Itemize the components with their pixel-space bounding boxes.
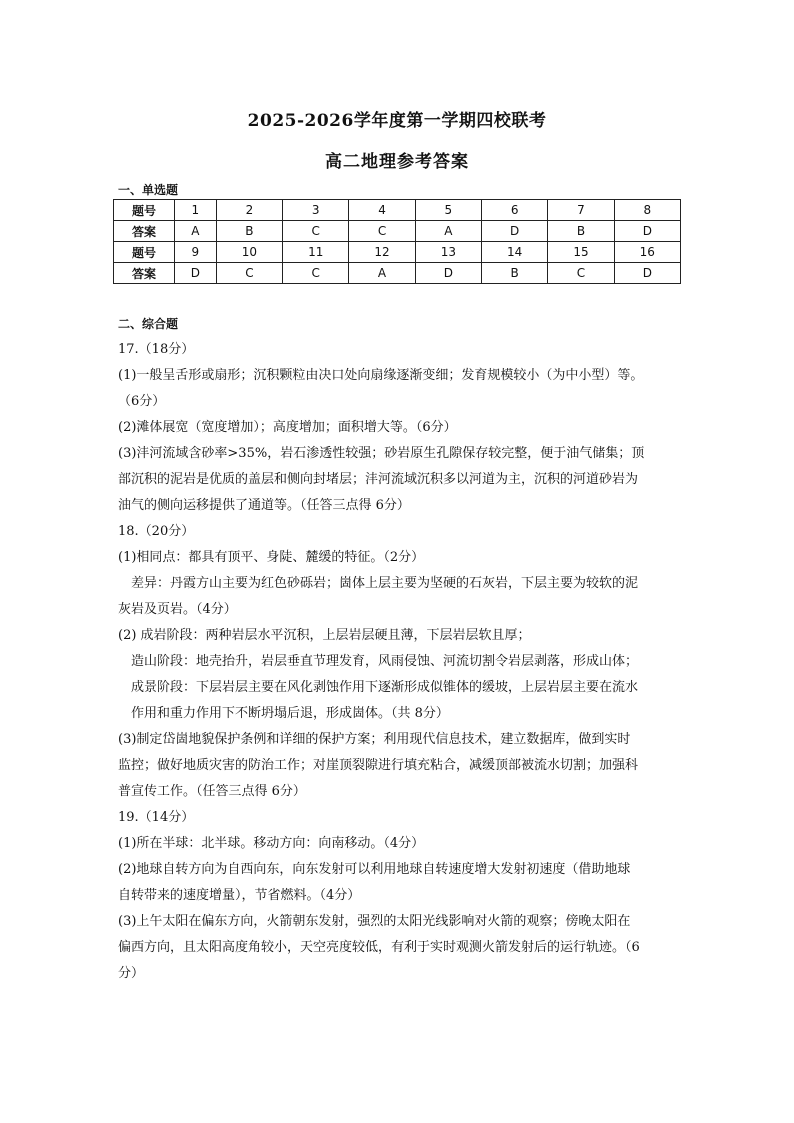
table-cell: 1 [175, 200, 217, 221]
table-cell: 3 [283, 200, 349, 221]
table-cell: A [349, 263, 415, 284]
table-cell: 16 [614, 242, 680, 263]
page-title: 2025-2026学年度第一学期四校联考 [247, 111, 547, 131]
q18-answer-3-cont: 普宣传工作。（任答三点得 6分） [118, 784, 306, 799]
table-cell: 7 [548, 200, 614, 221]
table-row-label: 题号 [114, 242, 175, 263]
table-cell: D [482, 221, 548, 242]
q17-answer-1-cont: （6分） [118, 394, 166, 409]
table-cell: 9 [175, 242, 217, 263]
q19-answer-1: (1)所在半球：北半球。移动方向：向南移动。（4分） [118, 836, 425, 851]
table-cell: A [415, 221, 481, 242]
table-cell: C [349, 221, 415, 242]
q17-answer-3-cont: 油气的侧向运移提供了通道等。（任答三点得 6分） [118, 498, 410, 513]
section-heading-comprehensive: 二、综合题 [118, 317, 179, 331]
q18-answer-2: (2) 成岩阶段：两种岩层水平沉积，上层岩层硬且薄，下层岩层软且厚； [118, 628, 531, 643]
q17-answer-1: (1)一般呈舌形或扇形；沉积颗粒由决口处向扇缘逐渐变细；发育规模较小（为中小型）等。 [118, 368, 644, 383]
table-cell: C [548, 263, 614, 284]
table-cell: B [216, 221, 282, 242]
q19-answer-2-cont: 自转带来的速度增量），节省燃料。（4分） [118, 888, 361, 903]
table-cell: C [283, 221, 349, 242]
table-cell: 10 [216, 242, 282, 263]
table-cell: B [548, 221, 614, 242]
q18-answer-2-cont: 作用和重力作用下不断坍塌后退，形成崮体。（共 8分） [131, 706, 449, 721]
q18-answer-2-stage: 造山阶段：地壳抬升，岩层垂直节理发育，风雨侵蚀、河流切割令岩层剥落，形成山体； [131, 654, 639, 669]
q18-answer-3-cont: 监控；做好地质灾害的防治工作；对崖顶裂隙进行填充粘合，减缓顶部被流水切割；加强科 [118, 758, 639, 773]
table-cell: D [614, 263, 680, 284]
q18-answer-1-diff: 差异：丹霞方山主要为红色砂砾岩；崮体上层主要为坚硬的石灰岩，下层主要为较软的泥 [131, 576, 639, 591]
q19-answer-3-cont: 偏西方向，且太阳高度角较小，天空亮度较低，有利于实时观测火箭发射后的运行轨迹。（6 [118, 940, 640, 955]
section-heading-single-choice: 一、单选题 [118, 183, 179, 197]
table-cell: 2 [216, 200, 282, 221]
table-row [114, 200, 681, 221]
table-cell: 14 [482, 242, 548, 263]
table-cell: 11 [283, 242, 349, 263]
q18-answer-3: (3)制定岱崮地貌保护条例和详细的保护方案；利用现代信息技术，建立数据库，做到实时 [118, 732, 631, 747]
table-row [114, 263, 681, 284]
q18-answer-1: (1)相同点：都具有顶平、身陡、麓缓的特征。（2分） [118, 550, 425, 565]
table-cell: 15 [548, 242, 614, 263]
table-row-label: 题号 [114, 200, 175, 221]
q17-answer-3: (3)沣河流域含砂率>35%，岩石渗透性较强；砂岩原生孔隙保存较完整，便于油气储集；顶 [118, 446, 645, 461]
table-cell: 13 [415, 242, 481, 263]
question-18-title: 18.（20分） [118, 524, 195, 539]
q19-answer-2: (2)地球自转方向为自西向东，向东发射可以利用地球自转速度增大发射初速度（借助地球 [118, 862, 631, 877]
table-row-label: 答案 [114, 263, 175, 284]
q17-answer-2: (2)滩体展宽（宽度增加）；高度增加；面积增大等。（6分） [118, 420, 457, 435]
question-19-title: 19.（14分） [118, 810, 195, 825]
table-row-label: 答案 [114, 221, 175, 242]
q17-answer-3-cont: 部沉积的泥岩是优质的盖层和侧向封堵层；沣河流域沉积多以河道为主，沉积的河道砂岩为 [118, 472, 639, 487]
q19-answer-3: (3)上午太阳在偏东方向，火箭朝东发射，强烈的太阳光线影响对火箭的观察；傍晚太阳在 [118, 914, 631, 929]
answer-table [113, 199, 681, 284]
table-cell: D [415, 263, 481, 284]
table-row [114, 242, 681, 263]
q18-answer-2-stage: 成景阶段：下层岩层主要在风化剥蚀作用下逐渐形成似锥体的缓坡，上层岩层主要在流水 [131, 680, 639, 695]
table-cell: D [175, 263, 217, 284]
q19-answer-3-cont: 分） [118, 966, 145, 981]
table-row [114, 221, 681, 242]
question-17-title: 17.（18分） [118, 342, 195, 357]
table-cell: 12 [349, 242, 415, 263]
table-cell: D [614, 221, 680, 242]
table-cell: C [216, 263, 282, 284]
table-cell: A [175, 221, 217, 242]
page-subtitle: 高二地理参考答案 [325, 152, 469, 172]
table-cell: 6 [482, 200, 548, 221]
table-cell: C [283, 263, 349, 284]
table-cell: 8 [614, 200, 680, 221]
table-cell: B [482, 263, 548, 284]
table-cell: 5 [415, 200, 481, 221]
table-cell: 4 [349, 200, 415, 221]
comprehensive-section [118, 311, 678, 987]
q18-answer-1-cont: 灰岩及页岩。（4分） [118, 602, 237, 617]
